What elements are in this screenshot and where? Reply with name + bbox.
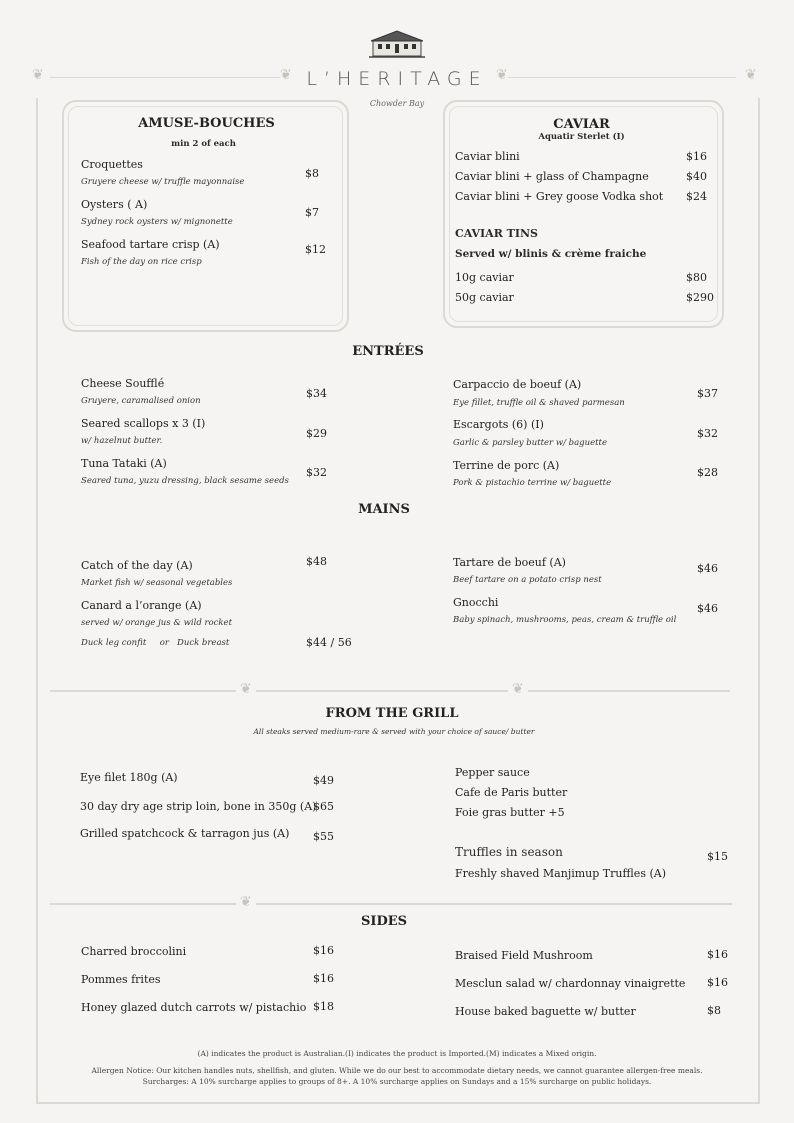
menu-item-name: Carpaccio de boeuf (A) <box>453 378 582 391</box>
menu-item-name: Catch of the day (A) <box>81 559 193 572</box>
caviar-title: CAVIAR <box>553 117 610 132</box>
menu-item-price: $32 <box>306 466 327 479</box>
menu-item-name: Cheese Soufflé <box>81 377 165 390</box>
menu-item-name: Honey glazed dutch carrots w/ pistachio <box>81 1001 307 1014</box>
menu-item-name: Oysters ( A) <box>81 198 148 211</box>
menu-item-name: Terrine de porc (A) <box>453 459 560 472</box>
menu-item-desc: Sydney rock oysters w/ mignonette <box>81 217 233 227</box>
menu-item-price: $80 <box>686 271 707 284</box>
menu-item-name: Gnocchi <box>453 596 499 609</box>
menu-item-price: $49 <box>313 774 334 787</box>
surcharge-notice: Surcharges: A 10% surcharge applies to groups of 8+. A 10% surcharge applies on Sundays and a 15% surcharge on public holidays. <box>142 1077 652 1086</box>
menu-item-name: Grilled spatchcock & tarragon jus (A) <box>80 827 290 840</box>
menu-item-name: 10g caviar <box>455 271 514 284</box>
menu-item-name: Canard a l’orange (A) <box>81 599 202 612</box>
menu-item-desc: Beef tartare on a potato crisp nest <box>453 575 602 585</box>
menu-item-price: $44 / 56 <box>306 636 352 649</box>
allergen-notice: Allergen Notice: Our kitchen handles nuts, shellfish, and gluten. While we do our best to accommodate dietary needs, we cannot guarantee allergen-free meals. <box>91 1066 703 1075</box>
origin-note: (A) indicates the product is Australian.(I) indicates the product is Imported.(M) indicates a Mixed origin. <box>197 1049 597 1058</box>
menu-item-price: $18 <box>313 1000 334 1013</box>
sides-title: SIDES <box>360 914 408 929</box>
menu-item-name: 50g caviar <box>455 291 514 304</box>
menu-item-name: Charred broccolini <box>81 945 187 958</box>
caviar-subtitle: Aquatir Sterlet (I) <box>538 132 625 142</box>
ornament-icon: ❦ <box>236 681 256 697</box>
amuse-title: AMUSE-BOUCHES <box>138 116 275 131</box>
menu-item-name: Tartare de boeuf (A) <box>453 556 566 569</box>
menu-item-price: $8 <box>707 1004 721 1017</box>
caviar-tins-subtitle: Served w/ blinis & crème fraiche <box>455 248 647 260</box>
menu-item-desc: Gruyere, caramalised onion <box>81 396 201 406</box>
menu-item-name: Caviar blini <box>455 150 520 163</box>
ornament-icon: ❦ <box>496 67 508 83</box>
menu-item-desc: served w/ orange jus & wild rocket <box>81 618 233 628</box>
truffle-name: Truffles in season <box>455 845 563 859</box>
brand-name: L’HERITAGE <box>306 68 488 90</box>
menu-item-name: Caviar blini + glass of Champagne <box>455 170 649 183</box>
section-divider <box>50 903 732 905</box>
menu-item-price: $16 <box>707 976 728 989</box>
menu-item-name: Caviar blini + Grey goose Vodka shot <box>455 190 664 203</box>
menu-item-desc: Pork & pistachio terrine w/ baguette <box>453 478 612 488</box>
ornament-icon: ❦ <box>32 67 44 83</box>
menu-item-name: House baked baguette w/ butter <box>455 1005 636 1018</box>
menu-item-desc: Gruyere cheese w/ truffle mayonnaise <box>81 177 245 187</box>
menu-item-price: $32 <box>697 427 718 440</box>
menu-item-price: $28 <box>697 466 718 479</box>
menu-item-price: $55 <box>313 830 334 843</box>
menu-item-name: Seafood tartare crisp (A) <box>81 238 220 251</box>
menu-item-desc: Baby spinach, mushrooms, peas, cream & truffle oil <box>453 615 677 625</box>
mains-title: MAINS <box>358 502 410 517</box>
menu-item-price: $46 <box>697 602 718 615</box>
ornament-icon: ❦ <box>508 681 528 697</box>
menu-item-name: Eye filet 180g (A) <box>80 771 178 784</box>
truffle-desc: Freshly shaved Manjimup Truffles (A) <box>455 867 666 880</box>
menu-item-price: $40 <box>686 170 707 183</box>
amuse-subtitle: min 2 of each <box>171 139 236 149</box>
menu-item-price: $29 <box>306 427 327 440</box>
sauce-item: Foie gras butter +5 <box>455 806 565 819</box>
ornament-icon: ❦ <box>280 67 292 83</box>
menu-item-price: $65 <box>313 800 334 813</box>
menu-item-price: $46 <box>697 562 718 575</box>
menu-item-desc: Market fish w/ seasonal vegetables <box>81 578 233 588</box>
menu-item-name: Mesclun salad w/ chardonnay vinaigrette <box>455 977 686 990</box>
menu-item-desc: Fish of the day on rice crisp <box>81 257 202 267</box>
menu-item-desc: Seared tuna, yuzu dressing, black sesame seeds <box>81 476 289 486</box>
menu-item-name: Tuna Tataki (A) <box>81 457 167 470</box>
menu-item-name: Escargots (6) (I) <box>453 418 544 431</box>
menu-item-name: Braised Field Mushroom <box>455 949 593 962</box>
duck-options: Duck leg confit or Duck breast <box>81 638 230 648</box>
menu-item-price: $16 <box>686 150 707 163</box>
ornament-icon: ❦ <box>236 894 256 910</box>
menu-item-name: Seared scallops x 3 (I) <box>81 417 206 430</box>
house-logo-icon <box>369 28 425 60</box>
truffle-price: $15 <box>707 850 728 863</box>
menu-item-price: $37 <box>697 387 718 400</box>
location: Chowder Bay <box>369 99 425 108</box>
sauce-item: Pepper sauce <box>455 766 530 779</box>
grill-subtitle: All steaks served medium-rare & served with your choice of sauce/ butter <box>253 727 535 736</box>
menu-item-price: $7 <box>305 206 319 219</box>
menu-item-desc: w/ hazelnut butter. <box>81 436 163 446</box>
sauce-item: Cafe de Paris butter <box>455 786 568 799</box>
menu-item-price: $48 <box>306 555 327 568</box>
ornament-icon: ❦ <box>745 67 757 83</box>
grill-title: FROM THE GRILL <box>325 706 459 721</box>
menu-item-price: $34 <box>306 387 327 400</box>
menu-item-price: $8 <box>305 167 319 180</box>
menu-item-name: Pommes frites <box>81 973 161 986</box>
menu-item-name: 30 day dry age strip loin, bone in 350g (A) <box>80 800 317 813</box>
caviar-tins-title: CAVIAR TINS <box>455 227 539 240</box>
menu-item-name: Croquettes <box>81 158 143 171</box>
menu-item-price: $12 <box>305 243 326 256</box>
section-divider <box>50 690 730 692</box>
menu-item-price: $16 <box>313 972 334 985</box>
menu-item-desc: Eye fillet, truffle oil & shaved parmesan <box>453 398 625 408</box>
menu-item-desc: Garlic & parsley butter w/ baguette <box>453 438 607 448</box>
menu-item-price: $290 <box>686 291 714 304</box>
menu-item-price: $16 <box>313 944 334 957</box>
entrees-title: ENTRÉES <box>352 344 424 359</box>
menu-item-price: $16 <box>707 948 728 961</box>
menu-item-price: $24 <box>686 190 707 203</box>
